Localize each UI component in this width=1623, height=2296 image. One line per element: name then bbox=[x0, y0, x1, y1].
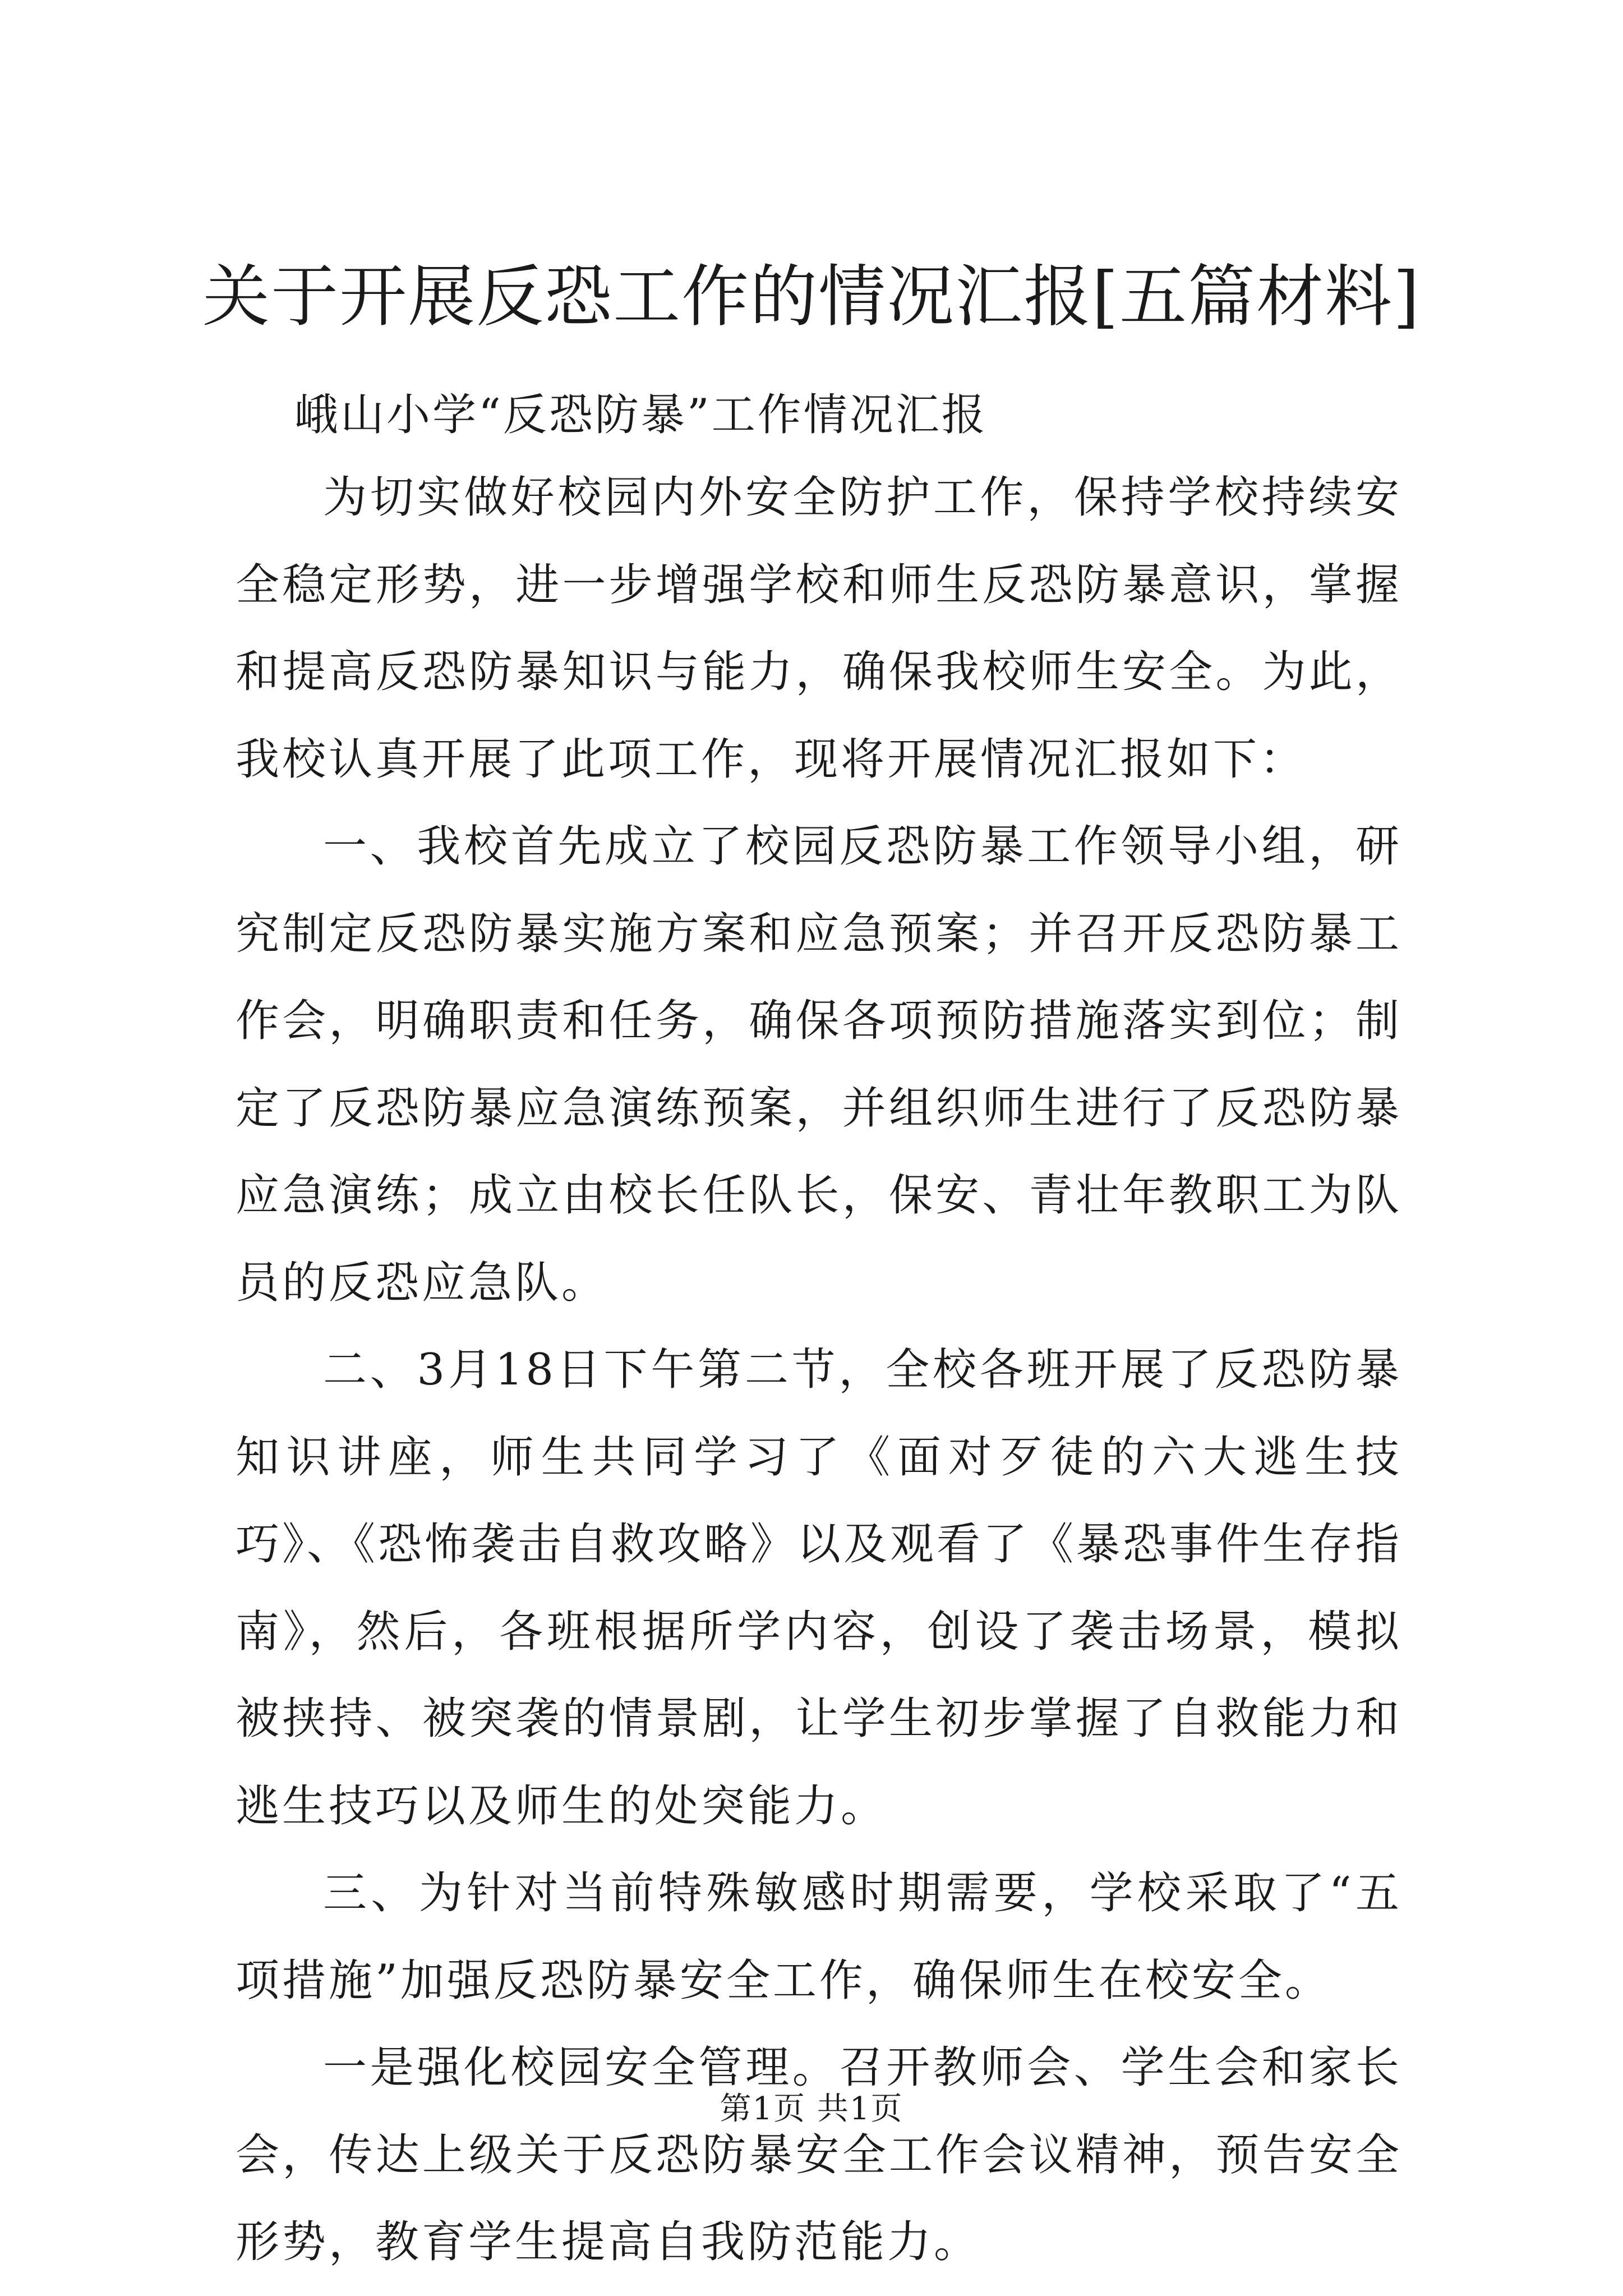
body-paragraph: 二、3月18日下午第二节，全校各班开展了反恐防暴知识讲座，师生共同学习了《面对歹徒的六大逃生技巧》、《恐怖袭击自救攻略》以及观看了《暴恐事件生存指南》，然后，各班根据所学内容，创设了袭击场景，模拟被挟持、被突袭的情景剧，让学生初步掌握了自救能力和逃生技巧以及师生的处突能力。 bbox=[236, 1345, 1403, 1832]
page-number-footer: 第1页 共1页 bbox=[720, 2091, 903, 2127]
document-subtitle: 峨山小学“反恐防暴”工作情况汇报 bbox=[294, 390, 988, 440]
body-paragraph: 三、为针对当前特殊敏感时期需要，学校采取了“五项措施”加强反恐防暴安全工作，确保师生在校安全。 bbox=[236, 1868, 1402, 2006]
document-title: 关于开展反恐工作的情况汇报[五篇材料] bbox=[202, 258, 1421, 336]
body-paragraph: 为切实做好校园内外安全防护工作，保持学校持续安全稳定形势，进一步增强学校和师生反恐防暴意识，掌握和提高反恐防暴知识与能力，确保我校师生安全。为此，我校认真开展了此项工作，现将开展情况汇报如下： bbox=[236, 472, 1402, 785]
document-body bbox=[236, 454, 1402, 2286]
body-paragraph: 一、我校首先成立了校园反恐防暴工作领导小组，研究制定反恐防暴实施方案和应急预案；并召开反恐防暴工作会，明确职责和任务，确保各项预防措施落实到位；制定了反恐防暴应急演练预案，并组织师生进行了反恐防暴应急演练；成立由校长任队长，保安、青壮年教职工为队员的反恐应急队。 bbox=[236, 821, 1402, 1308]
body-paragraph: 一是强化校园安全管理。召开教师会、学生会和家长会，传达上级关于反恐防暴安全工作会议精神，预告安全形势，教育学生提高自我防范能力。 bbox=[236, 2042, 1402, 2267]
